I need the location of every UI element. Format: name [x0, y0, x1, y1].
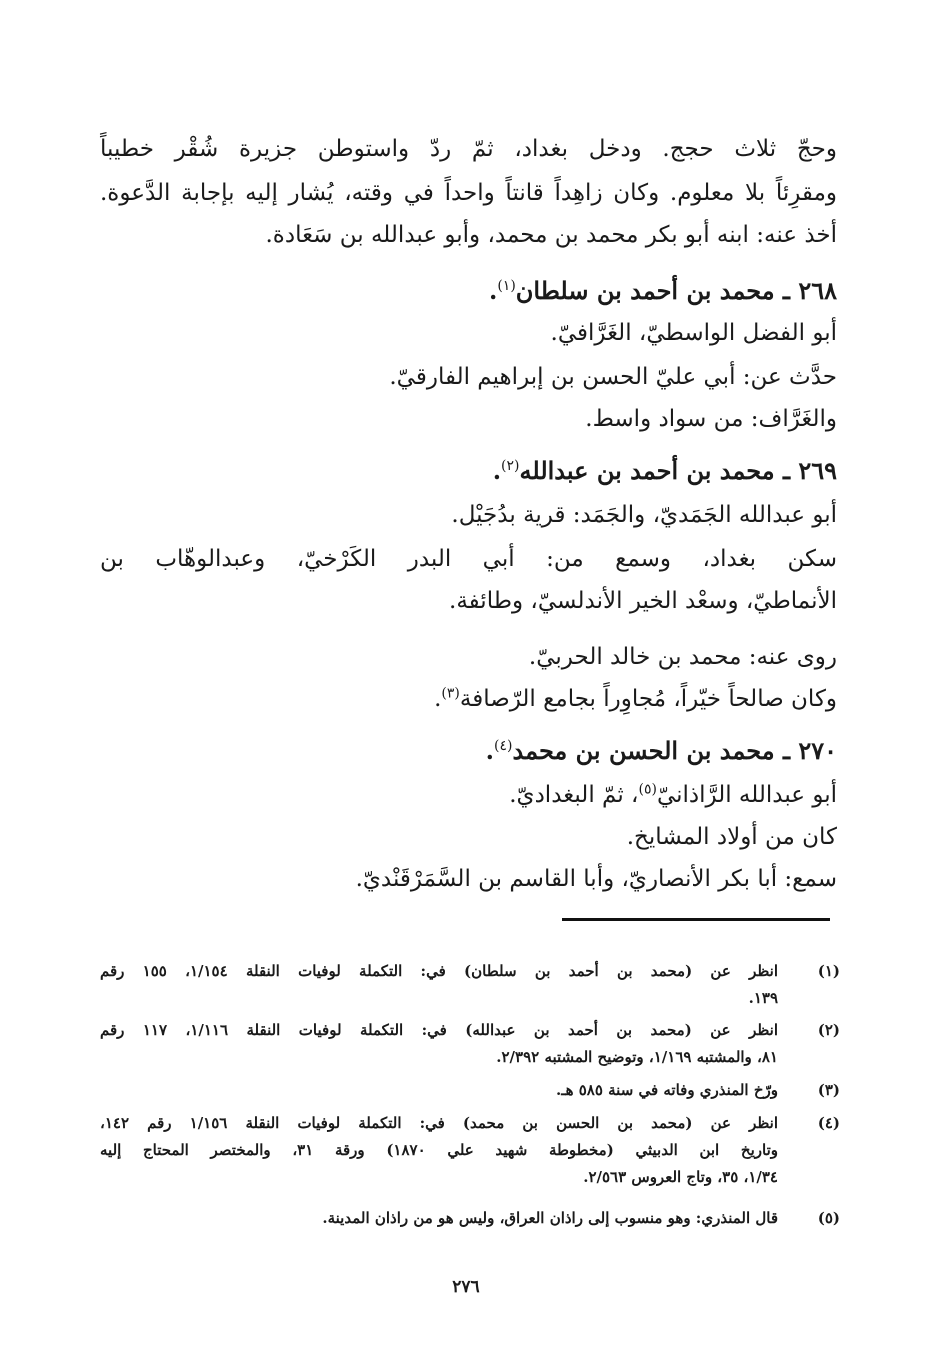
footnote-1 — [100, 958, 840, 1012]
footnote-number: (٤) — [817, 1114, 840, 1132]
entry-line — [509, 778, 837, 812]
footnote-marker: (٤) — [494, 738, 513, 754]
heading-period: . — [492, 456, 502, 485]
footnote-marker: (١) — [497, 278, 516, 294]
page-number: ٢٧٦ — [452, 1277, 480, 1297]
body-line: أخذ عنه: ابنه أبو بكر محمد بن محمد، وأبو عبدالله بن سَعَادة. — [265, 222, 837, 248]
entry-line-text: وكان صالحاً خيّراً، مُجاوِراً بجامع الرّصافة — [459, 686, 837, 712]
footnote-line: انظر عن (محمد بن أحمد بن عبدالله) في: التكملة لوفيات النقلة ١/١١٦، ١١٧ رقم — [100, 1021, 778, 1039]
entry-line: والغَرَّاف: من سواد واسط. — [585, 406, 837, 432]
entry-heading-269 — [493, 454, 837, 488]
entry-line: روى عنه: محمد بن خالد الحربيّ. — [528, 644, 837, 670]
entry-line: كان من أولاد المشايخ. — [626, 824, 837, 850]
footnote-number: (٥) — [817, 1209, 840, 1227]
entry-line: سمع: أبا بكر الأنصاريّ، وأبا القاسم بن السَّمَرْقَنْديّ. — [355, 866, 837, 892]
entry-heading-270 — [486, 734, 837, 768]
footnote-line: انظر عن (محمد بن أحمد بن سلطان) في: التكملة لوفيات النقلة ١/١٥٤، ١٥٥ رقم — [100, 962, 778, 980]
footnote-line: وتاريخ ابن الدبيثي (مخطوطة شهيد علي ١٨٧٠) ورقة ٣١، والمختصر المحتاج إليه — [100, 1141, 778, 1159]
footnote-marker: (٢) — [501, 458, 520, 474]
footnote-line: ٨١، والمشتبه ١/١٦٩، وتوضيح المشتبه ٢/٣٩٢. — [496, 1048, 778, 1066]
entry-line: الأنماطيّ، وسعْد الخير الأندلسيّ، وطائفة. — [449, 588, 837, 614]
entry-heading-text: ٢٧٠ ـ محمد بن الحسن بن محمد — [512, 736, 837, 765]
entry-heading-268 — [489, 274, 837, 308]
footnote-line: ورّخ المنذري وفاته في سنة ٥٨٥ هـ. — [555, 1081, 778, 1099]
entry-line: حدَّث عن: أبي عليّ الحسن بن إبراهيم الفارقيّ. — [389, 364, 837, 390]
footnote-number: (٣) — [817, 1081, 840, 1099]
footnote-2 — [100, 1017, 840, 1071]
entry-heading-text: ٢٦٨ ـ محمد بن أحمد بن سلطان — [515, 276, 837, 305]
footnote-3 — [100, 1077, 840, 1104]
heading-period: . — [488, 276, 498, 305]
footnote-line: ١٣٩. — [748, 989, 778, 1007]
body-line: ومقرِئاً بلا معلوم. وكان زاهِداً قانتاً واحداً في وقته، يُشار إليه بإجابة الدَّعوة. — [100, 180, 837, 206]
footnote-marker: (٣) — [441, 685, 460, 702]
footnote-separator — [562, 918, 830, 921]
footnote-5 — [100, 1205, 840, 1232]
entry-heading-text: ٢٦٩ ـ محمد بن أحمد بن عبدالله — [519, 456, 837, 485]
heading-period: . — [485, 736, 494, 765]
body-line: وحجّ ثلاث حجج. ودخل بغداد، ثمّ ردّ واستوطن جزيرة شُقْر خطيباً — [100, 136, 837, 162]
footnote-marker: (٥) — [638, 781, 657, 798]
footnote-4 — [100, 1110, 840, 1191]
entry-line-text: أبو عبدالله الرَّاذانيّ — [656, 782, 837, 808]
entry-line: سكن بغداد، وسمع من: أبي البدر الكَرْخيّ، وعبدالوهّاب بن — [100, 546, 837, 572]
entry-line-text: ، ثمّ البغداديّ. — [509, 782, 639, 808]
footnote-line: قال المنذري: وهو منسوب إلى راذان العراق، وليس هو من راذان المدينة. — [322, 1209, 778, 1227]
entry-line — [434, 682, 837, 716]
footnote-line: ١/٣٤، ٣٥، وتاج العروس ٢/٥٦٣. — [583, 1168, 778, 1186]
footnote-line: انظر عن (محمد بن الحسن بن محمد) في: التكملة لوفيات النقلة ١/١٥٦ رقم ١٤٢، — [100, 1114, 778, 1132]
entry-line: أبو عبدالله الجَمَديّ، والجَمَد: قرية بدُجَيْل. — [451, 502, 837, 528]
footnote-number: (٢) — [817, 1021, 840, 1039]
line-period: . — [434, 686, 442, 712]
entry-line: أبو الفضل الواسطيّ، الغَرَّافيّ. — [550, 320, 837, 346]
footnote-number: (١) — [817, 962, 840, 980]
